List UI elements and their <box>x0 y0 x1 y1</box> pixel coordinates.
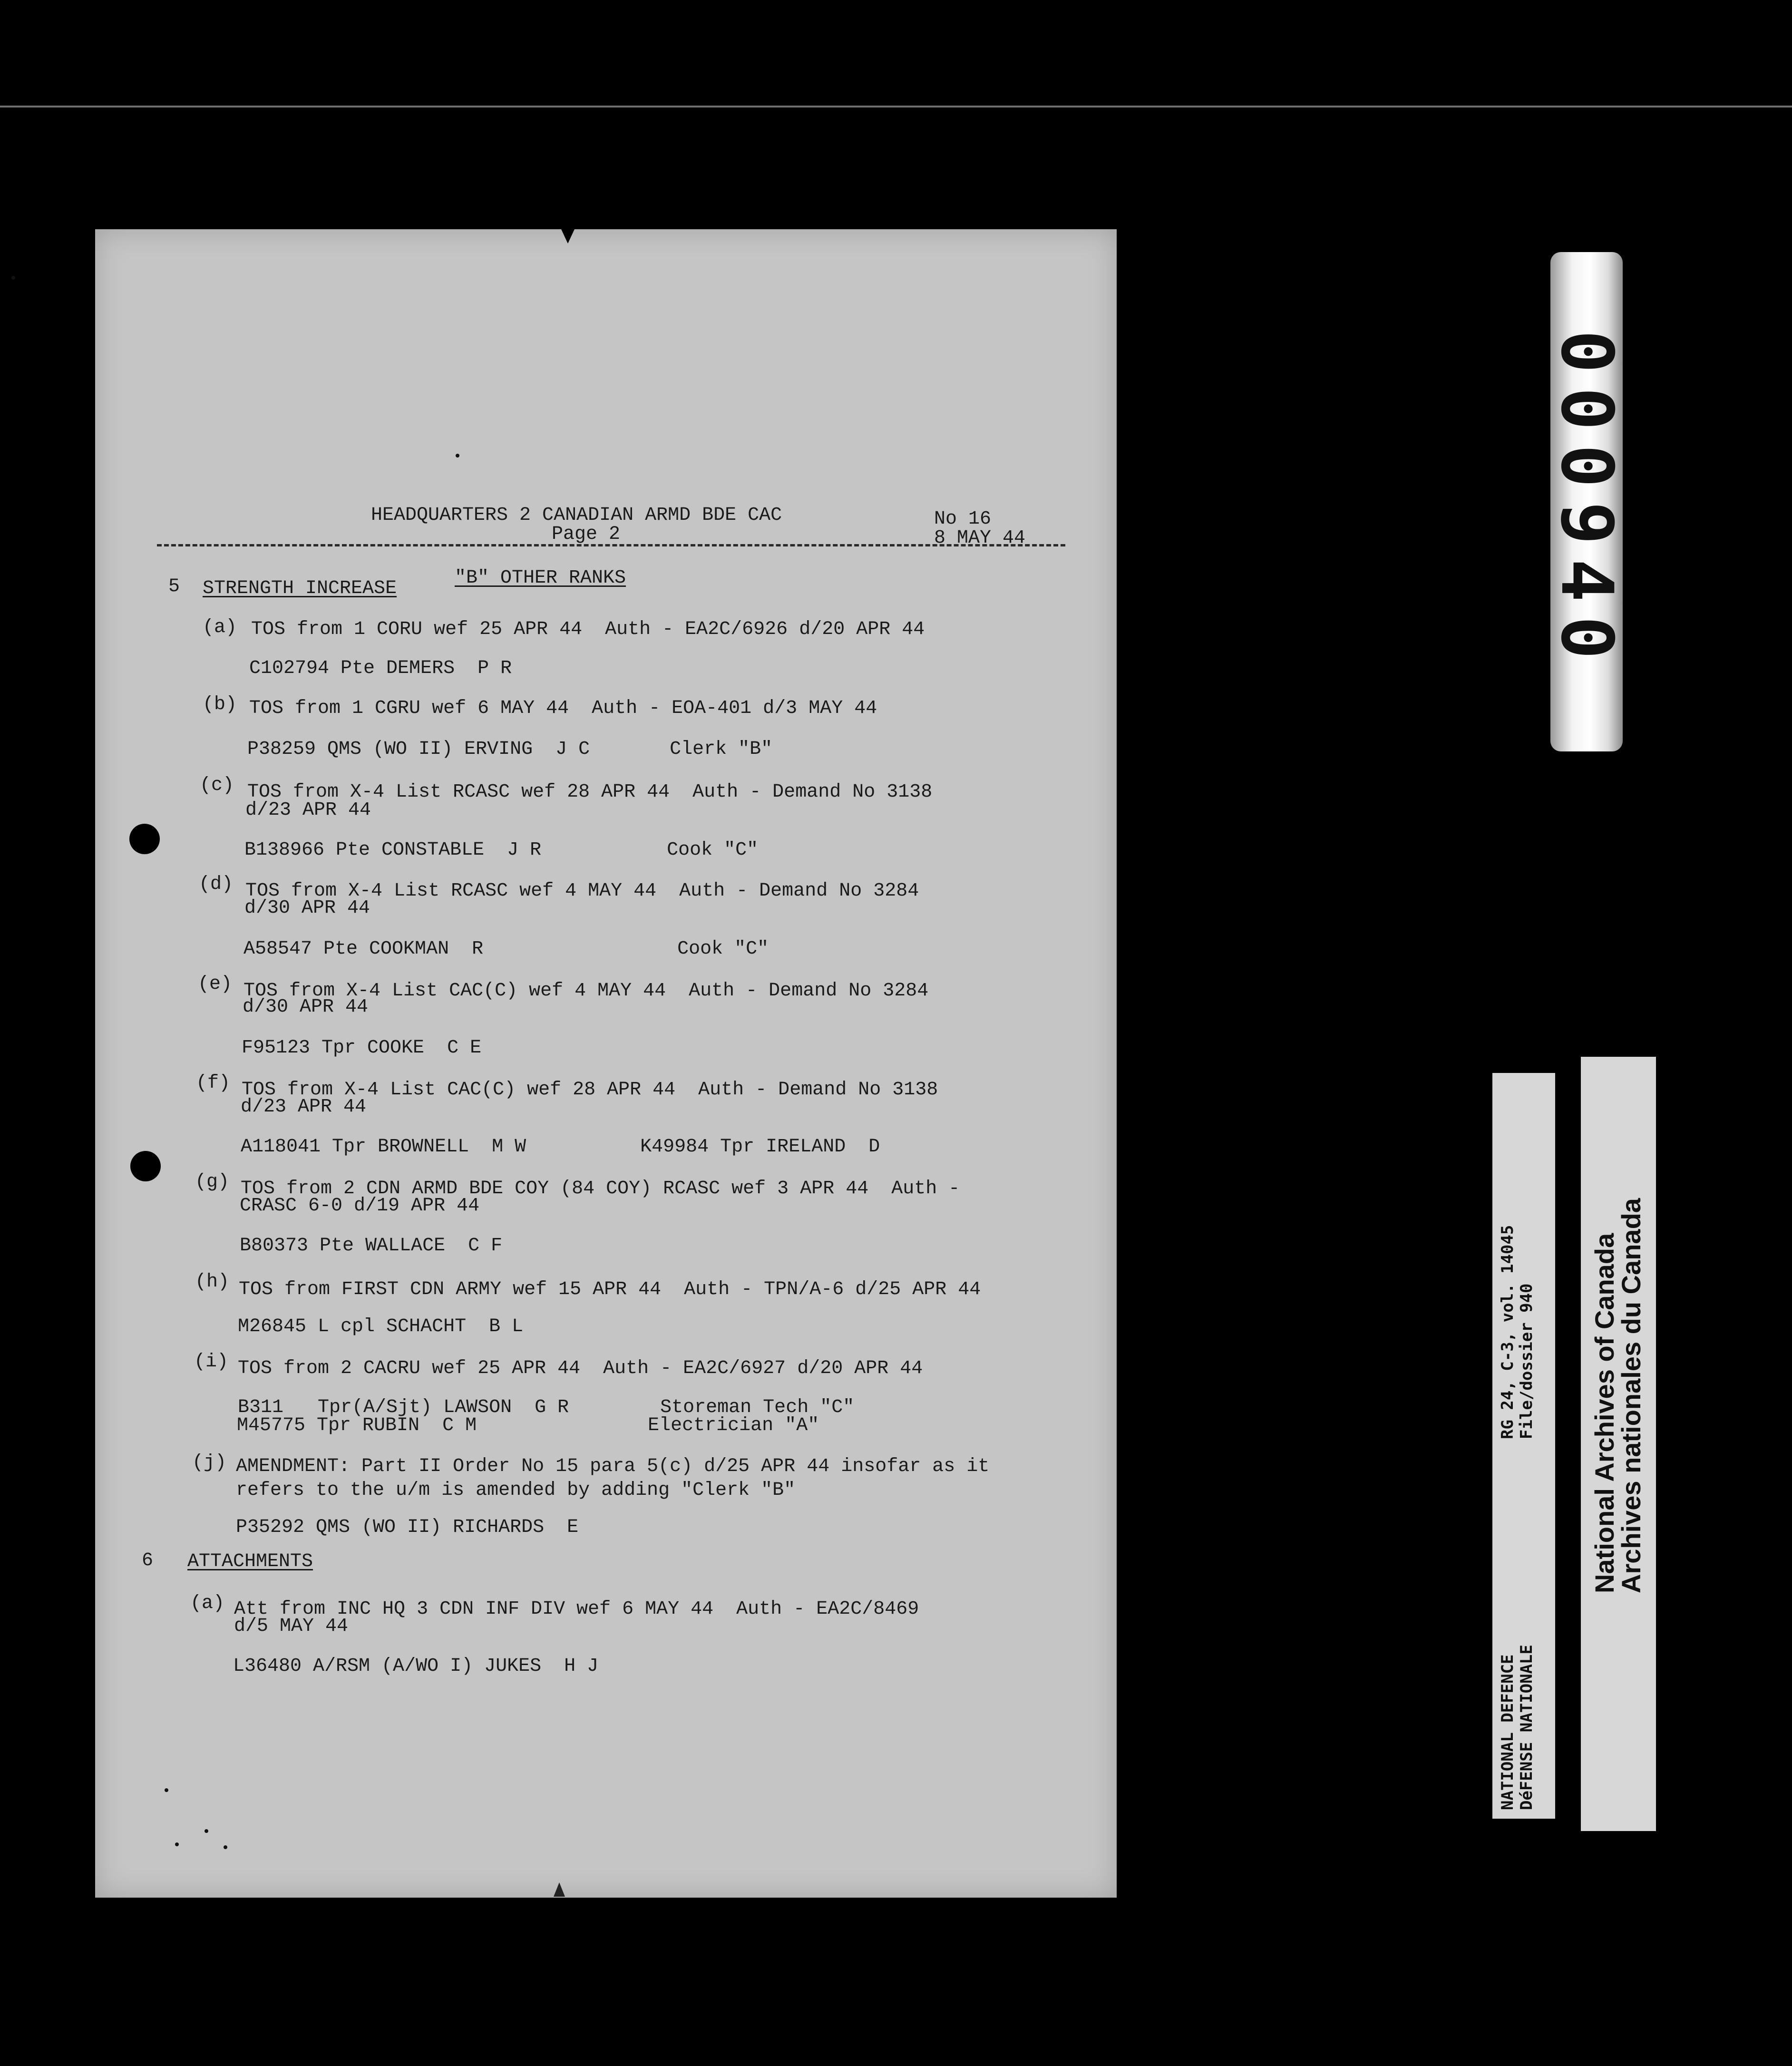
person-entry: B138966 Pte CONSTABLE J R Cook "C" <box>244 839 759 861</box>
person-entry: A118041 Tpr BROWNELL M W K49984 Tpr IRELAND D <box>241 1136 880 1158</box>
item-letter: (j) <box>192 1452 227 1473</box>
person-entry: M45775 Tpr RUBIN C M Electrician "A" <box>237 1415 819 1436</box>
person-entry: A58547 Pte COOKMAN R Cook "C" <box>243 938 769 960</box>
person-entry: F95123 Tpr COOKE C E <box>242 1037 482 1059</box>
item-letter: (b) <box>203 694 237 715</box>
archive-name-en: National Archives of Canada <box>1589 1233 1619 1593</box>
item-line: TOS from FIRST CDN ARMY wef 15 APR 44 Auth - TPN/A-6 d/25 APR 44 <box>239 1279 981 1300</box>
item-line: refers to the u/m is amended by adding "Clerk "B" <box>236 1480 796 1501</box>
file-text: File/dossier 940 <box>1517 1283 1536 1439</box>
item-line: d/30 APR 44 <box>244 897 370 919</box>
header-divider <box>157 544 1065 546</box>
item-letter: (a) <box>190 1593 225 1614</box>
paper-speck <box>456 454 459 458</box>
section-title: ATTACHMENTS <box>187 1551 313 1572</box>
paper-notch-bottom <box>554 1882 565 1897</box>
order-number: No 16 <box>934 508 992 530</box>
document-page <box>95 229 1117 1898</box>
order-date: 8 MAY 44 <box>934 527 1026 549</box>
item-letter: (c) <box>200 775 234 796</box>
section-number: 6 <box>142 1550 154 1571</box>
item-line: CRASC 6-0 d/19 APR 44 <box>240 1195 480 1217</box>
department-fr: DéFENSE NATIONALE <box>1517 1645 1536 1810</box>
person-entry: P35292 QMS (WO II) RICHARDS E <box>236 1517 579 1538</box>
section-subtitle: "B" OTHER RANKS <box>455 567 626 589</box>
item-letter: (g) <box>195 1171 230 1193</box>
punch-hole <box>129 824 160 854</box>
unit-title: HEADQUARTERS 2 CANADIAN ARMD BDE CAC <box>371 505 782 526</box>
department-label <box>1492 1073 1555 1819</box>
item-letter: (a) <box>203 617 237 638</box>
paper-notch-top <box>561 229 575 244</box>
item-line: TOS from X-4 List RCASC wef 4 MAY 44 Auth - Demand No 3284 <box>245 880 919 902</box>
paper-speck <box>175 1842 179 1846</box>
item-line: d/5 MAY 44 <box>234 1616 349 1637</box>
item-line: d/23 APR 44 <box>241 1096 367 1118</box>
item-line: TOS from X-4 List RCASC wef 28 APR 44 Auth - Demand No 3138 <box>247 781 933 803</box>
item-line: TOS from X-4 List CAC(C) wef 4 MAY 44 Auth - Demand No 3284 <box>243 980 929 1002</box>
page-number: Page 2 <box>552 524 621 545</box>
film-edge-line <box>0 106 1792 107</box>
item-letter: (d) <box>199 874 234 895</box>
person-entry: L36480 A/RSM (A/WO I) JUKES H J <box>233 1656 599 1677</box>
item-line: d/23 APR 44 <box>245 799 371 821</box>
paper-speck <box>205 1829 208 1833</box>
item-line: TOS from 2 CACRU wef 25 APR 44 Auth - EA2C/6927 d/20 APR 44 <box>238 1358 923 1379</box>
person-entry: P38259 QMS (WO II) ERVING J C Clerk "B" <box>247 739 773 760</box>
person-entry: C102794 Pte DEMERS P R <box>249 658 512 679</box>
item-letter: (i) <box>194 1351 229 1373</box>
paper-speck <box>11 276 15 280</box>
item-letter: (f) <box>196 1072 231 1094</box>
film-frame-counter <box>1545 252 1628 751</box>
paper-speck <box>165 1788 168 1792</box>
item-letter: (e) <box>198 974 233 995</box>
person-entry: B311 Tpr(A/Sjt) LAWSON G R Storeman Tech "C" <box>238 1397 855 1418</box>
item-line: TOS from 1 CGRU wef 6 MAY 44 Auth - EOA-401 d/3 MAY 44 <box>249 698 877 719</box>
reference-text: RG 24, C-3, vol. 14045 <box>1498 1225 1517 1439</box>
archive-name-fr: Archives nationales du Canada <box>1616 1198 1646 1593</box>
item-line: TOS from X-4 List CAC(C) wef 28 APR 44 Auth - Demand No 3138 <box>242 1079 938 1101</box>
punch-hole <box>130 1151 161 1181</box>
item-line: d/30 APR 44 <box>243 996 369 1018</box>
item-line: TOS from 2 CDN ARMD BDE COY (84 COY) RCASC wef 3 APR 44 Auth - <box>241 1178 960 1199</box>
section-number: 5 <box>168 576 180 597</box>
frame-number: 000940 <box>1545 330 1628 673</box>
archive-label <box>1581 1057 1656 1831</box>
item-line: Att from INC HQ 3 CDN INF DIV wef 6 MAY 44 Auth - EA2C/8469 <box>234 1598 919 1620</box>
person-entry: M26845 L cpl SCHACHT B L <box>238 1316 524 1337</box>
department-en: NATIONAL DEFENCE <box>1498 1654 1517 1810</box>
item-line: TOS from 1 CORU wef 25 APR 44 Auth - EA2C/6926 d/20 APR 44 <box>251 619 925 640</box>
item-line: AMENDMENT: Part II Order No 15 para 5(c) d/25 APR 44 insofar as it <box>236 1456 990 1477</box>
paper-speck <box>224 1845 227 1849</box>
section-title: STRENGTH INCREASE <box>203 578 397 599</box>
person-entry: B80373 Pte WALLACE C F <box>240 1235 503 1257</box>
item-letter: (h) <box>195 1271 230 1293</box>
